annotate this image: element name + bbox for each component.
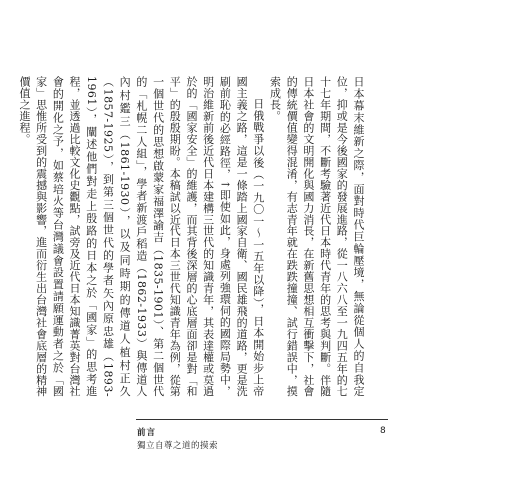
running-head: 前言	[137, 428, 157, 438]
paragraph-1: 日本幕末維新之際，面對時代巨輪壓境，無論從個人的自我定位，抑或是今後國家的發展進路，從一八六八至一九四五年的七十七年期間，不斷考驗著近代日本時代青年的思考與判斷。伴隨日本社會的文明開化與國力消長，在新舊思想相互衝擊下，社會的傳統價值變得混淆，有志青年就在跌跌撞撞、試行錯誤中，摸索成長。	[268, 76, 365, 397]
page-number: 8	[380, 426, 386, 436]
running-subtitle: 獨立自尊之道的摸索	[137, 441, 219, 451]
footer-rule	[136, 419, 388, 420]
body-text	[17, 76, 366, 397]
paragraph-2: 日俄戰爭以後（一九〇一～一五年以降），日本開始步上帝國主義之路，這是一條踏上國家自衛、國民雄飛的道路，更是洗刷前恥的必經路徑，↑即使如此，身處列強環伺的國際局勢中，明治維新前後近代日本建構三世代的知識青年，其表達權或莫過於的「國家安全」的維護，而其背後深層的心底層面卻是對「和平」的殷殷期盼。本稿試以近代日本三世代知識青年為例，從第一個世代的思想啟蒙家福澤諭吉（1835-1901）、第二個世代的「札幌二人組」，學者新渡戶稻造（1862-1933）與傳道人內村鑑三（1861-1930），以及同時期的傳道人植村正久（1857-1925），到第三個世代的學者矢內原忠雄（1893-1961），闡述他們對走上殷路的日本之於「國家」的思考進程，並透過比較文化史觀點，試旁及近代日本知識菁英對台灣社會的開化之予，如蔡培火等台灣議會設置請願運動者之於「國家」思惟所受到的震撼與影響，進而衍生出台灣社會底層的精神價值之進程。	[17, 76, 265, 397]
